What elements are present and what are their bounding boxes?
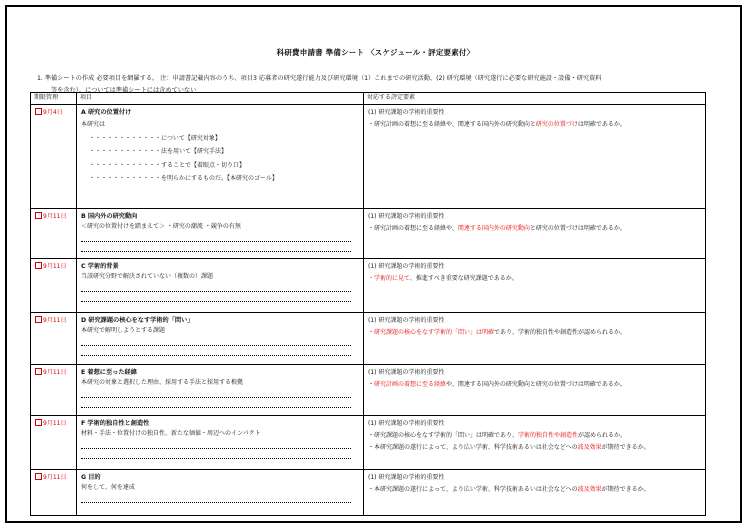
item-line: 何をして、何を達成 xyxy=(81,484,135,491)
criteria-highlight: 研究の位置づけ xyxy=(535,121,578,128)
checkbox-icon[interactable] xyxy=(35,473,42,480)
item-line: 本研究の対象と選択した理由、採用する手法と採用する根拠 xyxy=(81,379,244,386)
criteria-line xyxy=(368,274,705,284)
period-cell xyxy=(31,470,77,516)
item-line: ・・・・・・・・・・・・することで【着眼点・切り口】 xyxy=(89,161,246,169)
period-cell xyxy=(31,209,77,259)
criteria-text: は明確であるか。 xyxy=(577,121,626,128)
criteria-text: が認められるか。 xyxy=(578,432,627,439)
deadline-date: 9月11日 xyxy=(43,213,67,220)
period-cell xyxy=(31,365,77,416)
table-body xyxy=(31,105,706,516)
item-cell xyxy=(77,365,364,416)
deadline xyxy=(31,365,76,378)
page-title: 科研費申請書 準備シート 〈スケジュール・評定要素付〉 xyxy=(276,48,475,57)
table-row xyxy=(31,313,706,365)
criteria-text: (1) 研究課題の学術的重要性 xyxy=(368,420,445,427)
deadline xyxy=(31,259,76,272)
criteria-cell xyxy=(364,365,706,416)
writing-line[interactable] xyxy=(81,232,351,242)
deadline-date: 9月11日 xyxy=(43,474,67,481)
intro-line-2: 等を含む）、については準備シートには含めていない xyxy=(51,87,197,94)
table-row xyxy=(31,365,706,416)
writing-line[interactable] xyxy=(81,449,351,459)
table-row xyxy=(31,105,706,209)
item-title: F 学術的独自性と創造性 xyxy=(81,420,150,427)
criteria-line xyxy=(368,473,705,483)
criteria-line xyxy=(368,443,705,453)
writing-line[interactable] xyxy=(81,439,351,449)
criteria-content xyxy=(364,259,705,284)
period-cell xyxy=(31,259,77,313)
item-line: ＜研究の位置付けを踏まえて＞ ・研究の潮流 ・競争の有無 xyxy=(81,223,241,230)
criteria-highlight: ・研究課題の核心をなす学術的「問い」は明確 xyxy=(368,329,495,336)
criteria-cell xyxy=(364,470,706,516)
criteria-line xyxy=(368,485,705,495)
deadline-date: 9月11日 xyxy=(43,420,67,427)
criteria-highlight: 研究計画の着想に至る経緯 xyxy=(374,381,447,388)
criteria-content xyxy=(364,365,705,390)
period-cell xyxy=(31,416,77,470)
criteria-text: ・ xyxy=(368,381,375,388)
item-title: A 研究の位置付け xyxy=(81,109,132,116)
deadline-date: 9月11日 xyxy=(43,263,67,270)
criteria-content xyxy=(364,209,705,234)
criteria-text: ・研究計画の着想に至る経緯や、関連する国内外の研究動向と xyxy=(368,121,536,128)
period-cell xyxy=(31,313,77,365)
checkbox-icon[interactable] xyxy=(35,262,42,269)
item-content xyxy=(77,416,363,459)
item-cell xyxy=(77,105,364,209)
criteria-cell xyxy=(364,313,706,365)
writing-line[interactable] xyxy=(81,292,351,302)
writing-line[interactable] xyxy=(81,388,351,398)
deadline xyxy=(31,470,76,483)
item-title: C 学術的背景 xyxy=(81,263,119,270)
criteria-text: (1) 研究課題の学術的重要性 xyxy=(368,109,445,116)
writing-line[interactable] xyxy=(81,346,351,356)
criteria-text: や、関連する国内外の研究動向と研究の位置づけは明確であるか。 xyxy=(446,381,626,388)
writing-line[interactable] xyxy=(81,493,351,503)
criteria-text: ・研究計画の着想に至る経緯や、 xyxy=(368,225,458,232)
criteria-text: 、推進すべき重要な研究課題であるか。 xyxy=(409,275,518,282)
header-criteria: 対応する評定要素 xyxy=(364,93,706,105)
criteria-line xyxy=(368,120,705,130)
header-item: 項目 xyxy=(77,93,364,105)
deadline-date: 9月4日 xyxy=(43,109,63,116)
item-cell xyxy=(77,259,364,313)
deadline xyxy=(31,313,76,326)
criteria-content xyxy=(364,416,705,453)
checkbox-icon[interactable] xyxy=(35,368,42,375)
criteria-cell xyxy=(364,259,706,313)
writing-line[interactable] xyxy=(81,398,351,408)
table-row xyxy=(31,470,706,516)
deadline xyxy=(31,105,76,118)
criteria-cell xyxy=(364,416,706,470)
item-content xyxy=(77,470,363,503)
deadline xyxy=(31,416,76,429)
item-title: D 研究課題の核心をなす学術的「問い」 xyxy=(81,317,194,324)
intro-line-1: 1. 準備シートの作成 必要項目を網羅する。 注：申請書記載内容のうち、項目3 応募者の研究遂行能力及び研究環境（1）これまでの研究活動、(2) 研究環境（研究遂行に必要な研究施設・設備・研究資料 xyxy=(37,75,602,82)
criteria-text: が期待できるか。 xyxy=(601,486,650,493)
item-title: E 着想に至った経緯 xyxy=(81,369,137,376)
item-title: G 目的 xyxy=(81,474,101,481)
criteria-text: ・研究課題の核心をなす学術的「問い」は明確であり、 xyxy=(368,432,519,439)
checkbox-icon[interactable] xyxy=(35,419,42,426)
item-content xyxy=(77,209,363,252)
table-row xyxy=(31,259,706,313)
criteria-line xyxy=(368,380,705,390)
criteria-line xyxy=(368,262,705,272)
table-row xyxy=(31,209,706,259)
item-content xyxy=(77,365,363,408)
criteria-highlight: 波及効果 xyxy=(577,486,602,493)
criteria-text: (1) 研究課題の学術的重要性 xyxy=(368,369,445,376)
item-line: 材料・手法・位置付けの独自性、新たな価値・周辺へのインパクト xyxy=(81,430,261,437)
criteria-line xyxy=(368,328,705,338)
writing-line[interactable] xyxy=(81,336,351,346)
criteria-highlight: ・学術的に見て xyxy=(368,275,410,282)
schedule-table xyxy=(30,92,706,516)
criteria-text: であり、学術的独自性や創造性が認められるか。 xyxy=(494,329,627,336)
criteria-text: ・本研究課題の遂行によって、より広い学術、科学技術あるいは社会などへの xyxy=(368,444,578,451)
item-cell xyxy=(77,470,364,516)
checkbox-icon[interactable] xyxy=(35,316,42,323)
criteria-line xyxy=(368,368,705,378)
item-line: ・・・・・・・・・・・・を明らかにするものだ。【本研究のゴール】 xyxy=(89,175,278,182)
writing-line[interactable] xyxy=(81,282,351,292)
criteria-highlight: 関連する国内外の研究動向 xyxy=(457,225,530,232)
item-title: B 国内外の研究動向 xyxy=(81,213,138,220)
criteria-line xyxy=(368,108,705,118)
item-cell xyxy=(77,416,364,470)
item-line: 本研究で解明しようとする課題 xyxy=(81,327,166,334)
criteria-text: ・本研究課題の遂行によって、より広い学術、科学技術あるいは社会などへの xyxy=(368,486,578,493)
table-header-row xyxy=(31,93,706,105)
item-line: 本研究は xyxy=(81,121,106,128)
criteria-content xyxy=(364,470,705,495)
criteria-line xyxy=(368,224,705,234)
deadline xyxy=(31,209,76,222)
criteria-text: (1) 研究課題の学術的重要性 xyxy=(368,474,445,481)
checkbox-icon[interactable] xyxy=(35,108,42,115)
header-period: 期限管理 xyxy=(31,93,77,105)
item-cell xyxy=(77,209,364,259)
item-cell xyxy=(77,313,364,365)
criteria-content xyxy=(364,105,705,130)
deadline-date: 9月11日 xyxy=(43,369,67,376)
item-line: ・・・・・・・・・・・・法を用いて【研究手法】 xyxy=(89,148,228,155)
criteria-text: と研究の位置づけは明確であるか。 xyxy=(529,225,626,232)
item-content xyxy=(77,259,363,302)
item-content xyxy=(77,105,363,186)
criteria-highlight: 学術的独自性や創造性 xyxy=(518,432,579,439)
item-content xyxy=(77,313,363,356)
criteria-text: (1) 研究課題の学術的重要性 xyxy=(368,213,445,220)
item-line: 当該研究分野で解決されていない（複数の）課題 xyxy=(81,273,214,280)
table-row xyxy=(31,416,706,470)
criteria-content xyxy=(364,313,705,338)
criteria-line xyxy=(368,431,705,441)
deadline-date: 9月11日 xyxy=(43,317,67,324)
item-line: ・・・・・・・・・・・・について【研究対象】 xyxy=(89,134,221,142)
criteria-line xyxy=(368,316,705,326)
criteria-text: が期待できるか。 xyxy=(601,444,650,451)
criteria-text: (1) 研究課題の学術的重要性 xyxy=(368,263,445,270)
criteria-cell xyxy=(364,209,706,259)
criteria-cell xyxy=(364,105,706,209)
criteria-text: (1) 研究課題の学術的重要性 xyxy=(368,317,445,324)
criteria-line xyxy=(368,212,705,222)
criteria-line xyxy=(368,419,705,429)
checkbox-icon[interactable] xyxy=(35,212,42,219)
writing-line[interactable] xyxy=(81,242,351,252)
criteria-highlight: 波及効果 xyxy=(577,444,602,451)
period-cell xyxy=(31,105,77,209)
